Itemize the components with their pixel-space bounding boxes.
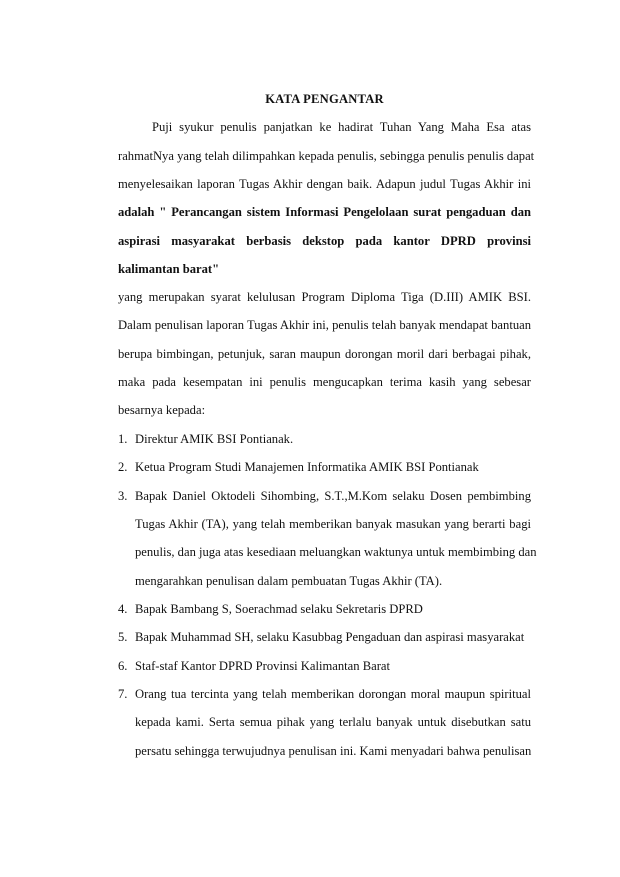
- list-number-wrapper: [118, 686, 135, 702]
- list-item-text: Tugas Akhir (TA), yang telah memberikan banyak masukan yang berarti bagi: [135, 517, 531, 531]
- list-number-wrapper: [118, 488, 135, 504]
- list-item-text: Staf-staf Kantor DPRD Provinsi Kalimantan Barat: [135, 659, 390, 673]
- paragraph-line: maka pada kesempatan ini penulis mengucapkan terima kasih yang sebesar: [118, 375, 531, 389]
- list-item: [118, 431, 531, 447]
- paragraph-line: Dalam penulisan laporan Tugas Akhir ini, penulis telah banyak mendapat bantuan: [118, 318, 531, 332]
- list-number: 3.: [118, 489, 128, 503]
- list-item-text: Ketua Program Studi Manajemen Informatika AMIK BSI Pontianak: [135, 460, 479, 474]
- list-item-text: Bapak Daniel Oktodeli Sihombing, S.T.,M.Kom selaku Dosen pembimbing: [135, 489, 531, 503]
- list-number: 5.: [118, 630, 128, 644]
- paragraph-line: besarnya kepada:: [118, 403, 206, 417]
- list-number: 7.: [118, 687, 128, 701]
- paragraph-line: yang merupakan syarat kelulusan Program Diploma Tiga (D.III) AMIK BSI.: [118, 290, 531, 304]
- list-item-text: persatu sehingga terwujudnya penulisan ini. Kami menyadari bahwa penulisan: [135, 744, 532, 758]
- list-item: [118, 658, 531, 674]
- list-item-text: Bapak Muhammad SH, selaku Kasubbag Pengaduan dan aspirasi masyarakat: [135, 630, 525, 644]
- paragraph-line: menyelesaikan laporan Tugas Akhir dengan baik. Adapun judul Tugas Akhir ini: [118, 177, 531, 191]
- list-number: 4.: [118, 602, 128, 616]
- list-item: [118, 601, 531, 617]
- list-item-text: penulis, dan juga atas kesediaan meluangkan waktunya untuk membimbing dan: [135, 545, 537, 559]
- thesis-title-line: adalah " Perancangan sistem Informasi Pengelolaan surat pengaduan dan: [118, 205, 531, 219]
- list-item-text: mengarahkan penulisan dalam pembuatan Tugas Akhir (TA).: [135, 574, 443, 588]
- paragraph-line: berupa bimbingan, petunjuk, saran maupun dorongan moril dari berbagai pihak,: [118, 347, 531, 361]
- paragraph-line: rahmatNya yang telah dilimpahkan kepada penulis, sebingga penulis penulis dapat: [118, 149, 535, 163]
- list-item: [118, 629, 531, 645]
- thesis-title-line: kalimantan barat": [118, 262, 220, 276]
- list-item-text: Orang tua tercinta yang telah memberikan dorongan moral maupun spiritual: [135, 687, 531, 701]
- thesis-title-line: aspirasi masyarakat berbasis dekstop pada kantor DPRD provinsi: [118, 234, 531, 248]
- list-number: 1.: [118, 432, 128, 446]
- list-item-text: kepada kami. Serta semua pihak yang terlalu banyak untuk disebutkan satu: [135, 715, 531, 729]
- list-item: [118, 459, 531, 475]
- list-number: 6.: [118, 659, 128, 673]
- paragraph-line: Puji syukur penulis panjatkan ke hadirat Tuhan Yang Maha Esa atas: [152, 120, 531, 134]
- list-number: 2.: [118, 460, 128, 474]
- list-item-text: Bapak Bambang S, Soerachmad selaku Sekretaris DPRD: [135, 602, 423, 616]
- page-title: KATA PENGANTAR: [265, 92, 384, 106]
- list-item-text: Direktur AMIK BSI Pontianak.: [135, 432, 294, 446]
